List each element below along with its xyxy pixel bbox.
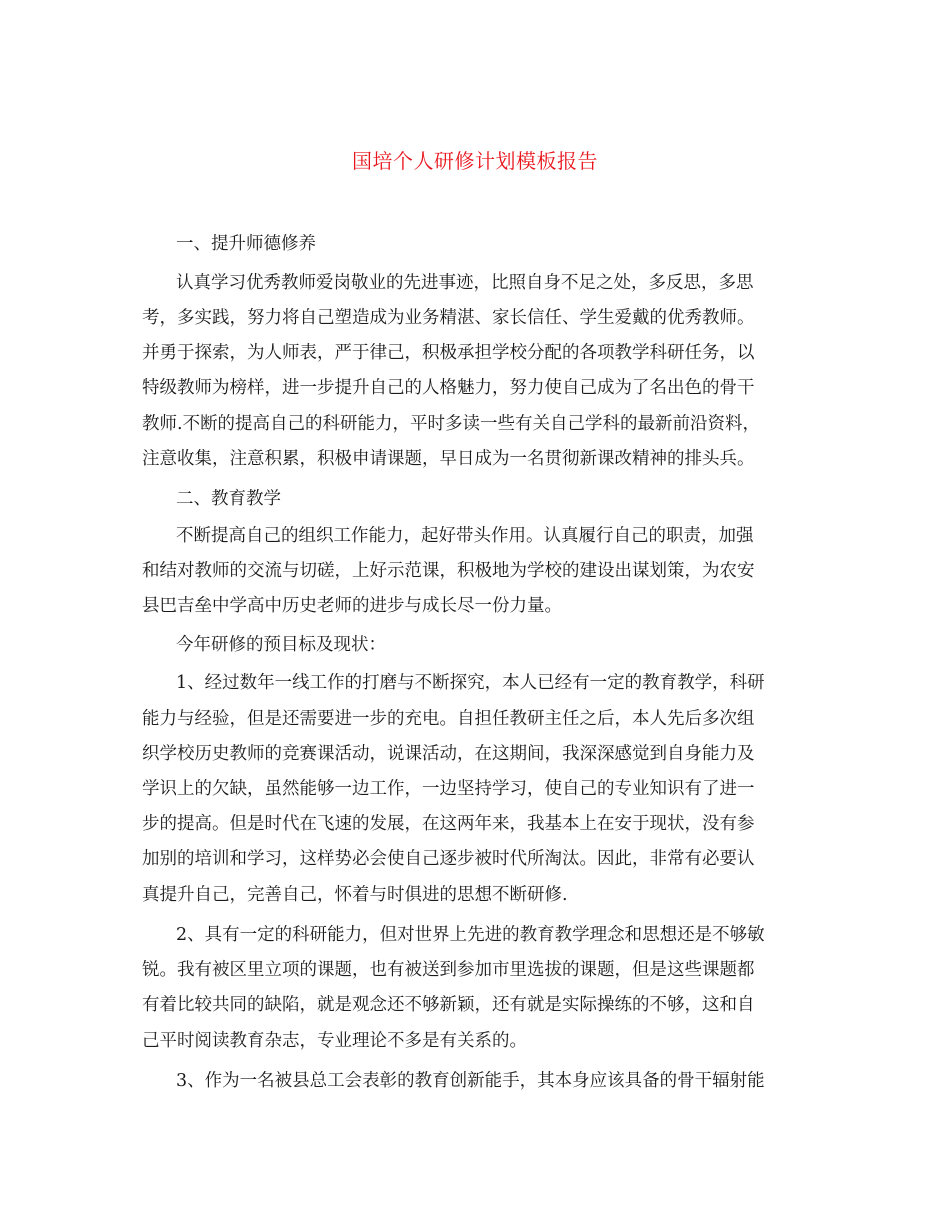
paragraph-line: 3、作为一名被县总工会表彰的教育创新能手，其本身应该具备的骨干辐射能: [176, 1071, 765, 1091]
paragraph-line: 并勇于探索，为人师表，严于律己，积极承担学校分配的各项教学科研任务，以: [142, 343, 755, 363]
paragraph-line: 锐。我有被区里立项的课题，也有被送到参加市里选拔的课题，但是这些课题都: [142, 960, 755, 980]
paragraph-line: 今年研修的预目标及现状：: [176, 635, 386, 655]
paragraph-line: 己平时阅读教育杂志，专业理论不多是有关系的。: [142, 1031, 527, 1051]
paragraph-line: 认真学习优秀教师爱岗敬业的先进事迹，比照自身不足之处，多反思，多思: [176, 273, 754, 293]
document-title: 国培个人研修计划模板报告: [352, 149, 598, 173]
paragraph-line: 注意收集，注意积累，积极申请课题，早日成为一名贯彻新课改精神的排头兵。: [142, 449, 755, 469]
paragraph-line: 特级教师为榜样，进一步提升自己的人格魅力，努力使自己成为了名出色的骨干: [142, 378, 755, 398]
paragraph-line: 加别的培训和学习，这样势必会使自己逐步被时代所淘汰。因此，非常有必要认: [142, 849, 755, 869]
paragraph-line: 县巴吉垒中学高中历史老师的进步与成长尽一份力量。: [142, 596, 562, 616]
paragraph-line: 步的提高。但是时代在飞速的发展，在这两年来，我基本上在安于现状，没有参: [142, 814, 755, 834]
paragraph-line: 和结对教师的交流与切磋，上好示范课，积极地为学校的建设出谋划策，为农安: [142, 561, 755, 581]
paragraph-line: 2、具有一定的科研能力，但对世界上先进的教育教学理念和思想还是不够敏: [176, 925, 765, 945]
section-heading: 一、提升师德修养: [176, 234, 316, 254]
section-heading: 二、教育教学: [176, 489, 281, 509]
paragraph-line: 1、经过数年一线工作的打磨与不断探究，本人已经有一定的教育教学，科研: [176, 673, 765, 693]
paragraph-line: 不断提高自己的组织工作能力，起好带头作用。认真履行自己的职责，加强: [176, 526, 754, 546]
paragraph-line: 有着比较共同的缺陷，就是观念还不够新颖，还有就是实际操练的不够，这和自: [142, 995, 755, 1015]
paragraph-line: 学识上的欠缺，虽然能够一边工作，一边坚持学习，使自己的专业知识有了进一: [142, 779, 755, 799]
paragraph-line: 教师.不断的提高自己的科研能力，平时多读一些有关自己学科的最新前沿资料，: [142, 414, 761, 434]
paragraph-line: 能力与经验，但是还需要进一步的充电。自担任教研主任之后，本人先后多次组: [142, 709, 755, 729]
paragraph-line: 真提升自己，完善自己，怀着与时俱进的思想不断研修.: [142, 885, 568, 905]
paragraph-line: 考，多实践，努力将自己塑造成为业务精湛、家长信任、学生爱戴的优秀教师。: [142, 308, 755, 328]
paragraph-line: 织学校历史教师的竞赛课活动，说课活动，在这期间，我深深感觉到自身能力及: [142, 744, 755, 764]
